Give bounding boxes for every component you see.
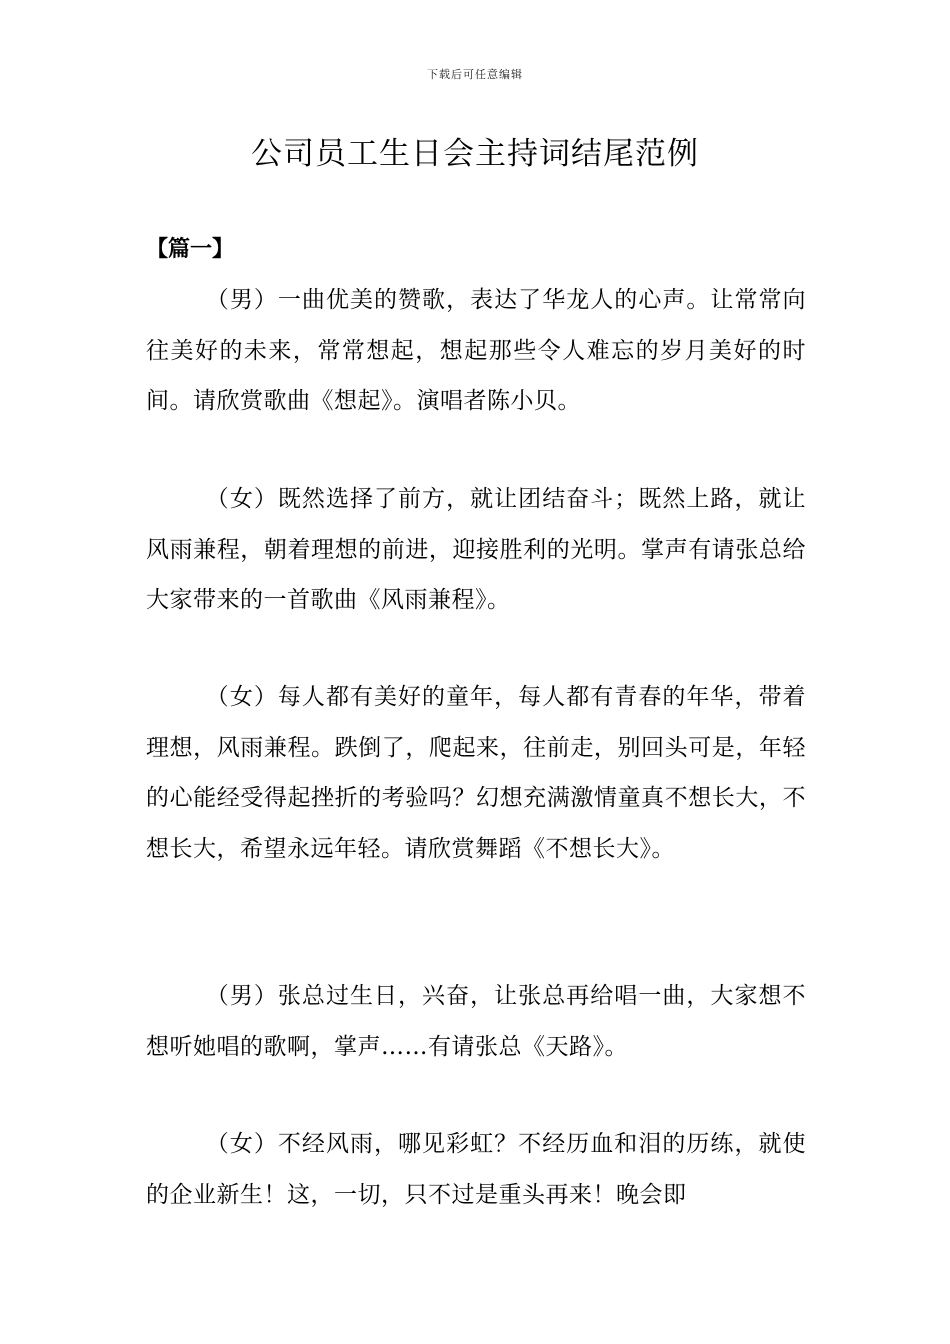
section-label: 【篇一】 xyxy=(146,236,235,262)
paragraph-1: （男）一曲优美的赞歌，表达了华龙人的心声。让常常向往美好的未来，常常想起，想起那些令人难忘的岁月美好的时间。请欣赏歌曲《想起》。演唱者陈小贝。 xyxy=(146,287,806,414)
paragraph-4: （男）张总过生日，兴奋，让张总再给唱一曲，大家想不想听她唱的歌啊，掌声……有请张总《天路》。 xyxy=(146,983,806,1060)
paragraph-5: （女）不经风雨，哪见彩虹？不经历血和泪的历练，就使的企业新生！这，一切，只不过是重头再来！晚会即 xyxy=(146,1131,806,1208)
header-note: 下载后可任意编辑 xyxy=(427,68,523,81)
document-title: 公司员工生日会主持词结尾范例 xyxy=(251,136,699,172)
paragraph-3: （女）每人都有美好的童年，每人都有青春的年华，带着理想，风雨兼程。跌倒了，爬起来，往前走，别回头可是，年轻的心能经受得起挫折的考验吗？幻想充满激情童真不想长大，不想长大，希望永远年轻。请欣赏舞蹈《不想长大》。 xyxy=(146,684,806,862)
paragraph-2: （女）既然选择了前方，就让团结奋斗；既然上路，就让风雨兼程，朝着理想的前进，迎接胜利的光明。掌声有请张总给大家带来的一首歌曲《风雨兼程》。 xyxy=(146,486,806,613)
